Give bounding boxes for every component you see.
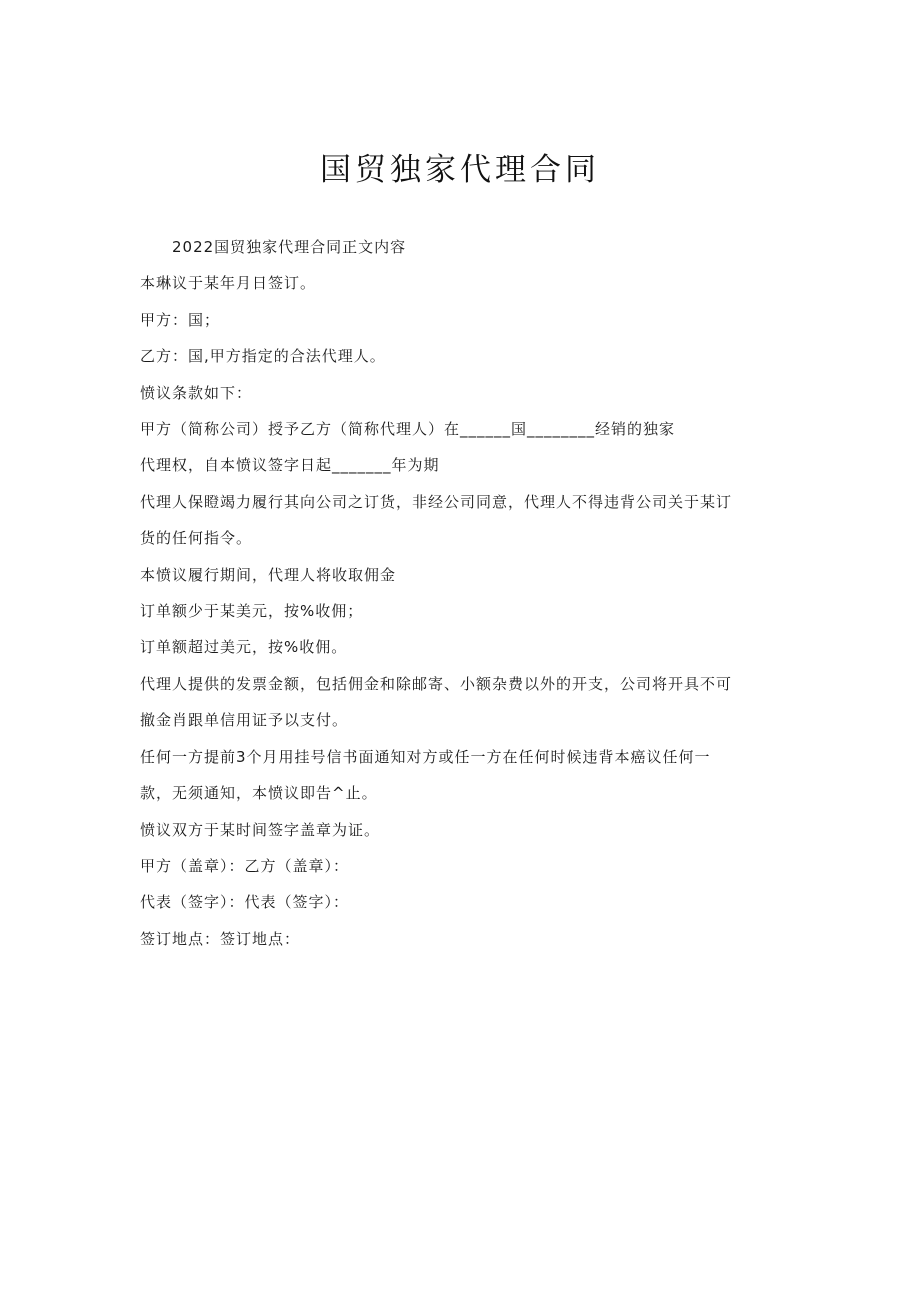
paragraph-grant-line-2: 代理权，自本愤议签字日起_______年为期 (140, 456, 440, 475)
paragraph-witness: 愤议双方于某时间签字盖章为证。 (140, 820, 381, 839)
paragraph-commission: 本愤议履行期间，代理人将收取佣金 (140, 565, 397, 584)
paragraph-termination-line-1: 任何一方提前3个月用挂号信书面通知对方或任一方在任何时候违背本癌议任何一 (140, 747, 711, 766)
paragraph-subtitle: 2022国贸独家代理合同正文内容 (172, 238, 407, 256)
paragraph-commission-low: 订单额少于某美元，按%收佣； (140, 602, 364, 621)
paragraph-invoice-line-2: 撤金肖跟单信用证予以支付。 (140, 711, 349, 730)
paragraph-grant-line-1: 甲方（简称公司）授予乙方（简称代理人）在______国________经销的独家 (140, 420, 676, 439)
paragraph-orders-line-2: 货的任何指令。 (140, 529, 253, 548)
document-title: 国贸独家代理合同 (320, 152, 600, 188)
paragraph-signing-date: 本琳议于某年月日签订。 (140, 274, 317, 293)
paragraph-termination-line-2: 款，无须通知，本愤议即告^止。 (140, 784, 378, 803)
paragraph-representative: 代表（签字）：代表（签字）： (140, 893, 350, 912)
paragraph-seal: 甲方（盖章）：乙方（盖章）： (140, 856, 350, 875)
document-body (140, 229, 780, 957)
paragraph-commission-high: 订单额超过美元，按%收佣。 (140, 638, 348, 657)
paragraph-party-b: 乙方：国,甲方指定的合法代理人。 (140, 347, 386, 366)
paragraph-location: 签订地点：签订地点： (140, 929, 301, 948)
paragraph-orders-line-1: 代理人保瞪竭力履行其向公司之订货，非经公司同意，代理人不得违背公司关于某订 (140, 492, 733, 511)
paragraph-invoice-line-1: 代理人提供的发票金额，包括佣金和除邮寄、小额杂费以外的开支，公司将开具不可 (140, 674, 733, 693)
paragraph-terms-heading: 愤议条款如下： (140, 383, 253, 402)
paragraph-party-a: 甲方：国； (140, 310, 221, 329)
